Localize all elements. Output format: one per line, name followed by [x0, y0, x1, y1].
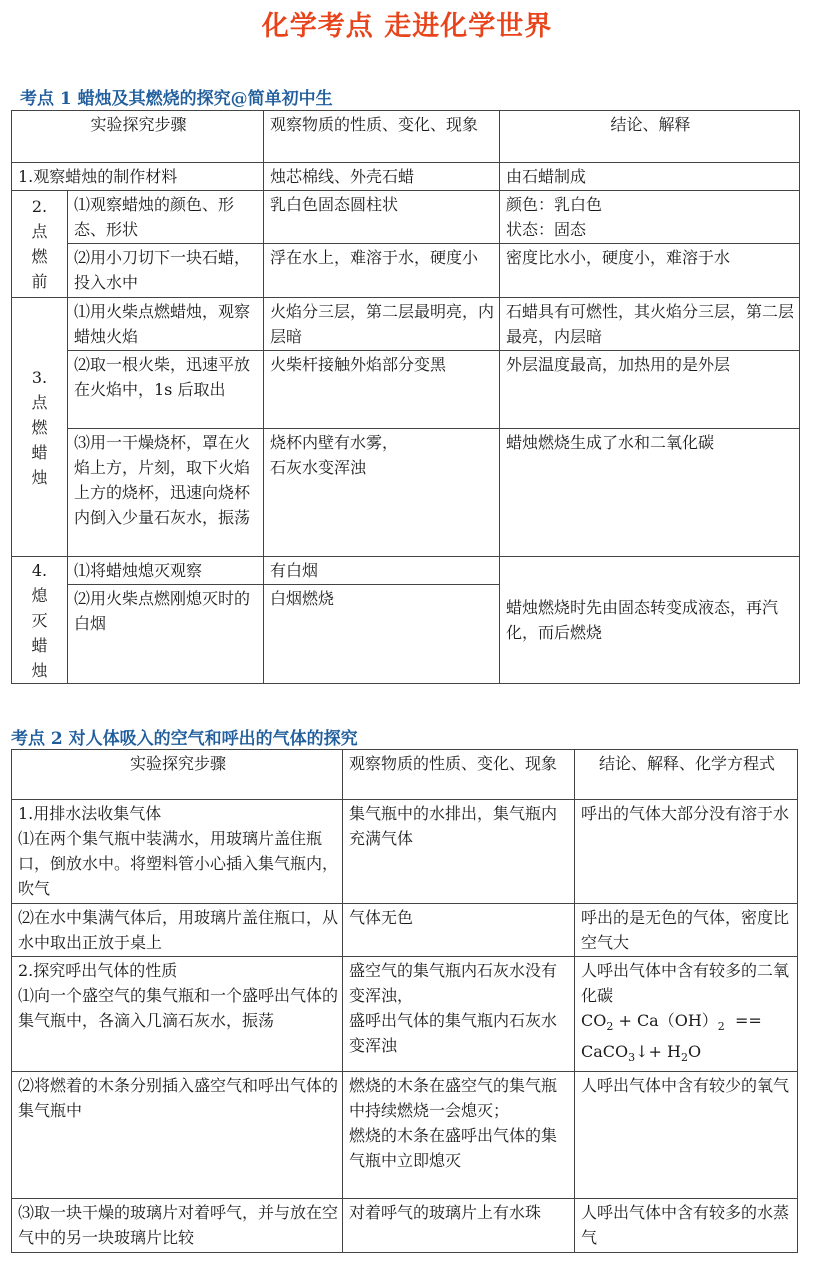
group-label-lighting-candle: 3. 点 燃 蜡 烛 — [12, 298, 68, 557]
observation-cell: 火柴杆接触外焰部分变黑 — [264, 351, 500, 429]
equation-subscript: 2 — [681, 1051, 688, 1065]
step-cell: ⑵在水中集满气体后，用玻璃片盖住瓶口，从水中取出正放于桌上 — [12, 904, 343, 957]
observation-cell: 有白烟 — [264, 557, 500, 585]
header-observation: 观察物质的性质、变化、现象 — [343, 750, 575, 800]
breath-experiment-table — [11, 749, 798, 1253]
candle-experiment-table — [11, 110, 800, 684]
header-conclusion: 结论、解释 — [500, 111, 800, 163]
conclusion-cell: 蜡烛燃烧时先由固态转变成液态，再汽化，而后燃烧 — [500, 557, 800, 684]
observation-cell: 集气瓶中的水排出，集气瓶内充满气体 — [343, 800, 575, 904]
conclusion-cell: 人呼出气体中含有较多的水蒸气 — [575, 1199, 798, 1253]
observation-cell: 烛芯棉线、外壳石蜡 — [264, 163, 500, 191]
chemical-equation — [581, 1039, 793, 1070]
header-conclusion: 结论、解释、化学方程式 — [575, 750, 798, 800]
conclusion-cell: 呼出的气体大部分没有溶于水 — [575, 800, 798, 904]
observation-cell: 火焰分三层，第二层最明亮，内层暗 — [264, 298, 500, 351]
step-cell: ⑴将蜡烛熄灭观察 — [68, 557, 264, 585]
equation-subscript: 3 — [628, 1051, 636, 1065]
observation-cell: 白烟燃烧 — [264, 585, 500, 684]
equation-part: ↓+ H — [635, 1042, 681, 1062]
conclusion-cell: 蜡烛燃烧生成了水和二氧化碳 — [500, 429, 800, 557]
conclusion-cell: 石蜡具有可燃性，其火焰分三层，第二层最亮，内层暗 — [500, 298, 800, 351]
equation-part: == — [724, 1011, 762, 1030]
observation-cell: 盛空气的集气瓶内石灰水没有变浑浊， 盛呼出气体的集气瓶内石灰水变浑浊 — [343, 957, 575, 1072]
observation-cell: 燃烧的木条在盛空气的集气瓶中持续燃烧一会熄灭； 燃烧的木条在盛呼出气体的集气瓶中立即熄灭 — [343, 1072, 575, 1199]
conclusion-cell: 颜色：乳白色 状态：固态 — [500, 191, 800, 244]
section1-heading: 考点 1 蜡烛及其燃烧的探究@简单初中生 — [20, 89, 333, 109]
observation-cell: 气体无色 — [343, 904, 575, 957]
conclusion-cell: 密度比水小，硬度小，难溶于水 — [500, 244, 800, 298]
equation-part: + Ca（OH） — [613, 1011, 718, 1030]
header-step: 实验探究步骤 — [12, 750, 343, 800]
observation-cell: 浮在水上，难溶于水，硬度小 — [264, 244, 500, 298]
equation-part: CaCO — [581, 1042, 629, 1062]
equation-part: CO — [581, 1011, 607, 1030]
step-cell: ⑶用一干燥烧杯，罩在火焰上方，片刻，取下火焰上方的烧杯，迅速向烧杯内倒入少量石灰水，振荡 — [68, 429, 264, 557]
step-cell: ⑵用小刀切下一块石蜡，投入水中 — [68, 244, 264, 298]
observation-cell: 乳白色固态圆柱状 — [264, 191, 500, 244]
header-observation: 观察物质的性质、变化、现象 — [264, 111, 500, 163]
conclusion-cell: 人呼出气体中含有较少的氧气 — [575, 1072, 798, 1199]
step-cell: ⑶取一块干燥的玻璃片对着呼气，并与放在空气中的另一块玻璃片比较 — [12, 1199, 343, 1253]
page-title: 化学考点 走进化学世界 — [261, 11, 553, 42]
equation-subscript: 2 — [606, 1020, 614, 1034]
conclusion-cell: 外层温度最高，加热用的是外层 — [500, 351, 800, 429]
observation-cell: 对着呼气的玻璃片上有水珠 — [343, 1199, 575, 1253]
step-cell: ⑵取一根火柴，迅速平放在火焰中，1s 后取出 — [68, 351, 264, 429]
step-cell: ⑴观察蜡烛的颜色、形态、形状 — [68, 191, 264, 244]
step-cell: ⑵用火柴点燃刚熄灭时的白烟 — [68, 585, 264, 684]
step-cell: ⑴用火柴点燃蜡烛，观察蜡烛火焰 — [68, 298, 264, 351]
conclusion-cell: 由石蜡制成 — [500, 163, 800, 191]
section2-heading: 考点 2 对人体吸入的空气和呼出的气体的探究 — [11, 729, 358, 749]
step-cell: 1.用排水法收集气体 ⑴在两个集气瓶中装满水，用玻璃片盖住瓶口，倒放水中。将塑料管小心插入集气瓶内，吹气 — [12, 800, 343, 904]
step-cell: 1.观察蜡烛的制作材料 — [12, 163, 264, 191]
equation-part: O — [688, 1042, 702, 1062]
conclusion-cell — [575, 957, 798, 1072]
observation-cell: 烧杯内壁有水雾， 石灰水变浑浊 — [264, 429, 500, 557]
header-step: 实验探究步骤 — [12, 111, 264, 163]
group-label-extinguish-candle: 4. 熄 灭 蜡 烛 — [12, 557, 68, 684]
step-cell: 2.探究呼出气体的性质 ⑴向一个盛空气的集气瓶和一个盛呼出气体的集气瓶中，各滴入几滴石灰水，振荡 — [12, 957, 343, 1072]
conclusion-text: 人呼出气体中含有较多的二氧化碳 — [581, 961, 790, 1005]
group-label-before-lighting: 2. 点 燃 前 — [12, 191, 68, 298]
conclusion-cell: 呼出的是无色的气体，密度比空气大 — [575, 904, 798, 957]
step-cell: ⑵将燃着的木条分别插入盛空气和呼出气体的集气瓶中 — [12, 1072, 343, 1199]
equation-subscript: 2 — [717, 1020, 725, 1034]
chemical-equation — [581, 1008, 793, 1039]
